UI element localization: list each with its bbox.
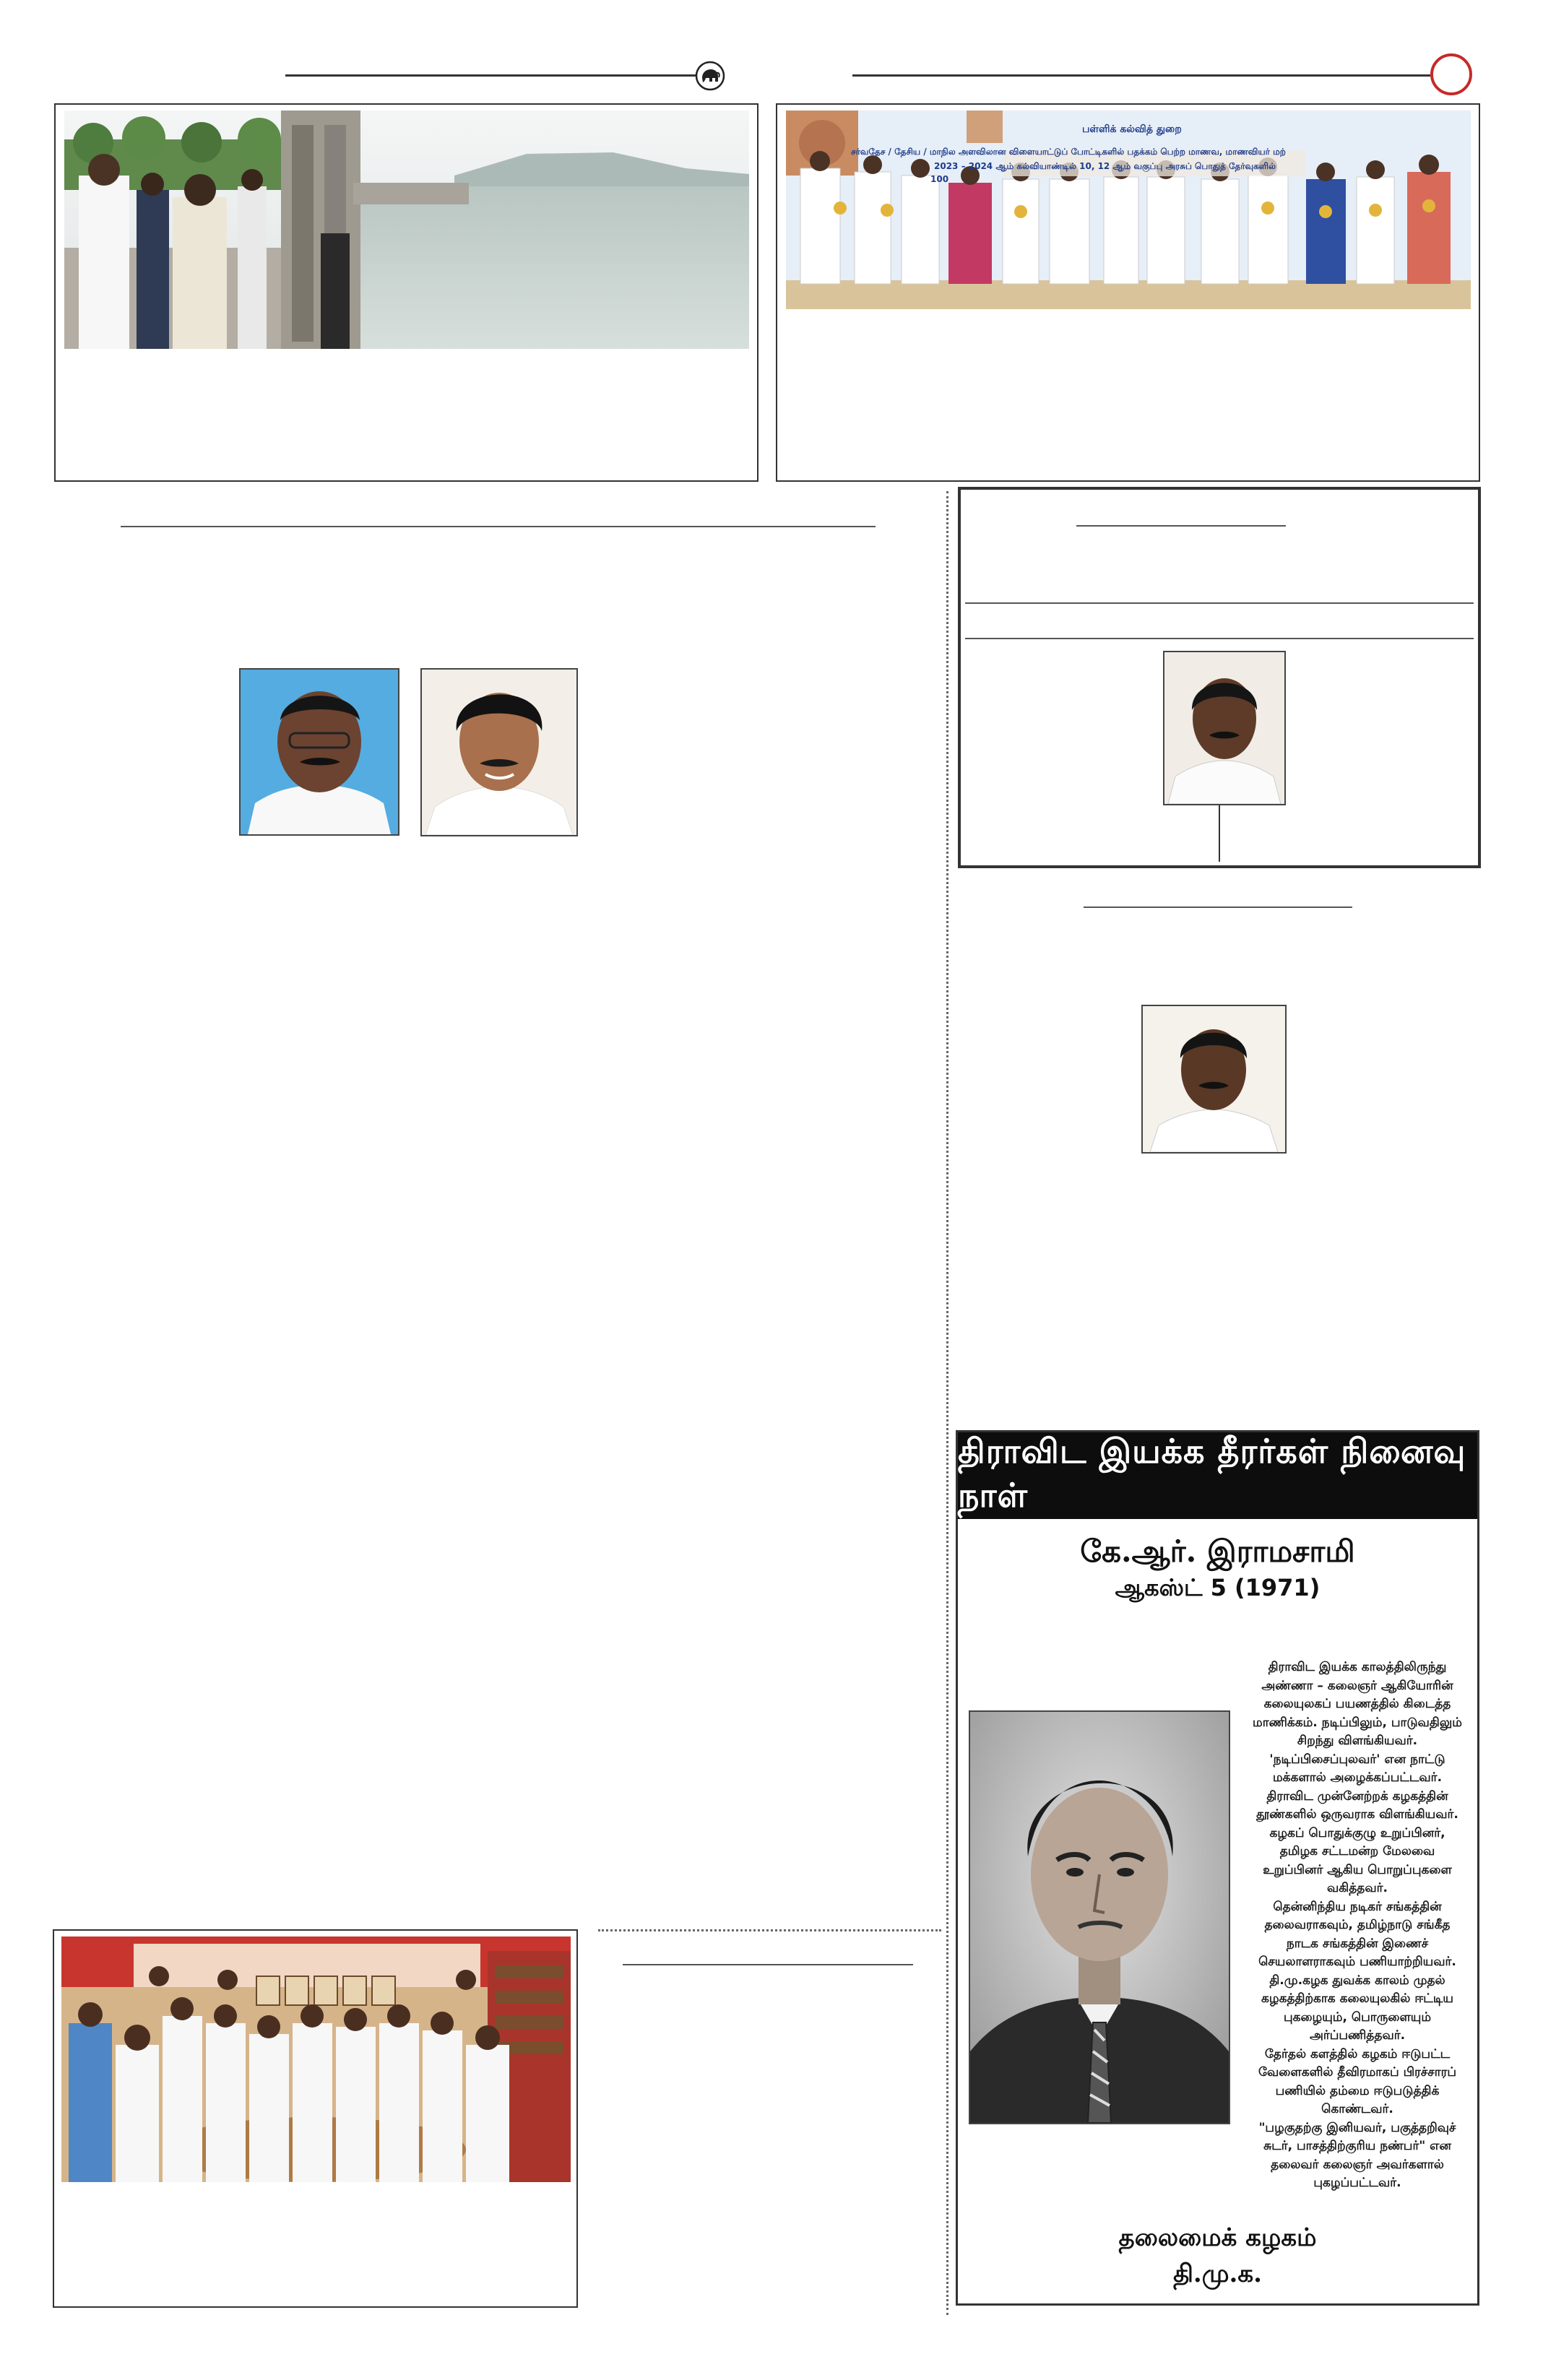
header-rule-left: [285, 74, 696, 77]
right-portrait-2: [1141, 1005, 1287, 1154]
right-info-box: [958, 487, 1481, 868]
bio-line: கழகப் பொதுக்குழு உறுப்பினர்,: [1269, 1825, 1445, 1840]
bio-line: தமிழக சட்டமன்ற மேலவை: [1279, 1844, 1435, 1858]
bio-line: மாணிக்கம். நடிப்பிலும், பாடுவதிலும்: [1253, 1715, 1462, 1730]
meeting-group-photo: [61, 1937, 571, 2182]
awards-photo-box: [776, 103, 1480, 482]
portrait-left-1: [239, 668, 399, 836]
bio-line: கலையுலகப் பயணத்தில் கிடைத்த: [1263, 1697, 1451, 1711]
stage-banner-line3: 100: [930, 174, 949, 184]
bio-line: வகித்தவர்.: [1327, 1881, 1388, 1895]
bio-line: 'நடிப்பிசைப்புலவர்' என நாட்டு: [1269, 1752, 1445, 1767]
section-divider-bottom: [598, 1929, 941, 1931]
bio-line: தி.மு.கழக துவக்க காலம் முதல்: [1269, 1973, 1445, 1988]
bio-line: மக்களால் அழைக்கப்பட்டவர்.: [1272, 1770, 1443, 1785]
bio-line: புகழையும், பொருளையும்: [1283, 2009, 1432, 2025]
dam-inspection-photo: [64, 111, 749, 349]
bio-line: திராவிட முன்னேற்றக் கழகத்தின்: [1266, 1788, 1448, 1804]
elephant-emblem-icon: [695, 61, 725, 91]
right-box-divider-2: [965, 638, 1474, 639]
section-rule-left: [121, 526, 876, 527]
portrait-left-2: [420, 668, 578, 836]
column-divider: [946, 491, 948, 2315]
bio-line: தென்னிந்திய நடிகர் சங்கத்தின்: [1273, 1899, 1442, 1914]
bio-line: அண்ணா – கலைஞர் ஆகியோரின்: [1261, 1678, 1453, 1693]
bio-line: கொண்டவர்.: [1321, 2102, 1393, 2116]
memorial-signature-line2: தி.மு.க.: [1173, 2259, 1262, 2288]
memorial-banner-title: திராவிட இயக்க தீரர்கள் நினைவு நாள்: [958, 1432, 1477, 1519]
bio-line: தேர்தல் களத்தில் கழகம் ஈடுபட்ட: [1264, 2046, 1451, 2061]
bio-line: அர்ப்பணித்தவர்.: [1309, 2028, 1406, 2043]
memorial-signature-line1: தலைமைக் கழகம்: [1118, 2223, 1317, 2252]
meeting-photo-box: [53, 1929, 578, 2308]
bio-line: புகழப்பட்டவர்.: [1313, 2176, 1401, 2190]
memorial-bio: [1241, 1658, 1474, 2193]
red-circle-icon: [1430, 53, 1472, 95]
dam-photo-box: [54, 103, 758, 482]
right-box-divider-1: [965, 602, 1474, 604]
right-section-rule: [1084, 906, 1352, 908]
stage-banner-line1: சர்வதேச / தேசிய / மாநில அளவிலான விளையாட்டுப் போட்டிகளில் பதக்கம் பெற்ற மாணவ, மாணவியர் மற்: [851, 147, 1286, 157]
memorial-name: கே.ஆர். இராமசாமி: [1080, 1533, 1355, 1569]
bio-line: சுடர், பாசத்திற்குரிய நண்பர்" என: [1263, 2139, 1451, 2153]
bio-line: பணியில் தம்மை ஈடுபடுத்திக்: [1275, 2083, 1440, 2098]
stage-banner-department: பள்ளிக் கல்வித் துறை: [1082, 124, 1182, 135]
bio-line: தலைவர் கலைஞர் அவர்களால்: [1271, 2157, 1444, 2172]
memorial-portrait: [969, 1710, 1230, 2124]
bio-line: வேளைகளில் தீவிரமாகப் பிரச்சாரப்: [1258, 2065, 1457, 2080]
memorial-box: [956, 1430, 1479, 2306]
right-box-portrait-stem: [1219, 805, 1220, 862]
memorial-date: ஆகஸ்ட் 5 (1971): [1115, 1574, 1321, 1601]
stage-banner-line2: 2023 – 2024 ஆம் கல்வியாண்டில் 10, 12 ஆம் வகுப்பு அரசுப் பொதுத் தேர்வுகளில்: [934, 161, 1276, 171]
header-rule-right: [852, 74, 1430, 77]
bio-line: சிறந்து விளங்கியவர்.: [1297, 1734, 1418, 1748]
bio-line: திராவிட இயக்க காலத்திலிருந்து: [1268, 1660, 1447, 1674]
awards-ceremony-photo: [786, 111, 1471, 309]
right-box-portrait: [1163, 651, 1286, 805]
bio-line: நாடக சங்கத்தின் இணைச்: [1286, 1936, 1429, 1951]
bio-line: கழகத்திற்காக கலையுலகில் ஈட்டிய: [1261, 1991, 1453, 2006]
bio-line: உறுப்பினர் ஆகிய பொறுப்புகளை: [1263, 1862, 1452, 1877]
bio-line: "பழகுதற்கு இனியவர், பகுத்தறிவுச்: [1258, 2120, 1456, 2135]
bio-line: தூண்களில் ஒருவராக விளங்கியவர்.: [1256, 1807, 1458, 1822]
bio-line: தலைவராகவும், தமிழ்நாடு சங்கீத: [1264, 1918, 1451, 1932]
bio-line: செயலாளராகவும் பணியாற்றியவர்.: [1258, 1955, 1456, 1969]
section-rule-bottom-mid: [623, 1964, 913, 1965]
right-box-title-rule: [1076, 525, 1286, 527]
